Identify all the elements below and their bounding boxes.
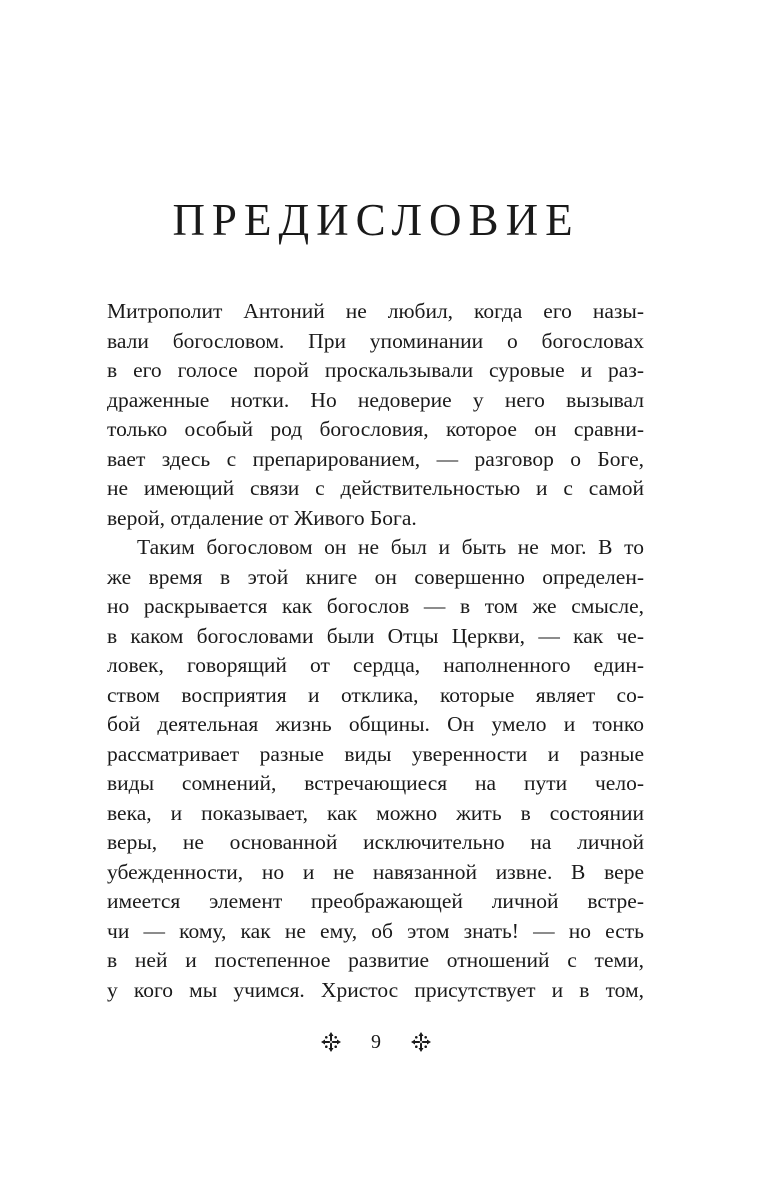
text-line: рассматривает разные виды уверенности и разные [107,741,644,766]
text-line: Митрополит Антоний не любил, когда его назы- [107,299,644,323]
text-line: веры, не основанной исключительно на личной [107,830,644,854]
text-line: в его голосе порой проскальзывали суровые и раз- [107,358,644,382]
page-footer [0,1026,752,1057]
text-line: вали богословом. При упоминании о богословах [107,328,644,353]
text-line: ством восприятия и отклика, которые являет со- [107,682,644,707]
text-line: Таким богословом он не был и быть не мог. В то [137,535,644,559]
text-line: в каком богословами были Отцы Церкви, — как че- [107,623,644,648]
page-title: ПРЕДИСЛОВИЕ [172,195,580,246]
text-line: но раскрывается как богослов — в том же смысле, [107,594,644,618]
text-line: века, и показывает, как можно жить в состоянии [107,800,644,825]
text-line: виды сомнений, встречающиеся на пути чело- [107,771,644,795]
text-line: верой, отдаление от Живого Бога. [107,505,417,530]
fleuron-right-icon [410,1031,432,1053]
text-line: ловек, говорящий от сердца, наполненного един- [107,653,644,677]
paragraph-1 [107,297,644,533]
fleuron-left-icon [320,1031,342,1053]
paragraph-2 [107,533,644,1005]
text-line: бой деятельная жизнь общины. Он умело и тонко [107,712,644,736]
text-line: же время в этой книге он совершенно определен- [107,564,644,589]
text-line: убежденности, но и не навязанной извне. В вере [107,859,644,884]
text-line: вает здесь с препарированием, — разговор о Боге, [107,446,644,471]
page-number: 9 [371,1031,381,1054]
body-text [107,297,644,1005]
text-line: в ней и постепенное развитие отношений с теми, [107,948,644,972]
text-line: у кого мы учимся. Христос присутствует и в том, [107,977,644,1002]
text-line: не имеющий связи с действительностью и с самой [107,476,644,500]
text-line: драженные нотки. Но недоверие у него вызывал [107,387,644,412]
text-line: только особый род богословия, которое он сравни- [107,417,644,441]
text-line: имеется элемент преображающей личной встре- [107,889,644,913]
text-line: чи — кому, как не ему, об этом знать! — но есть [107,918,644,943]
